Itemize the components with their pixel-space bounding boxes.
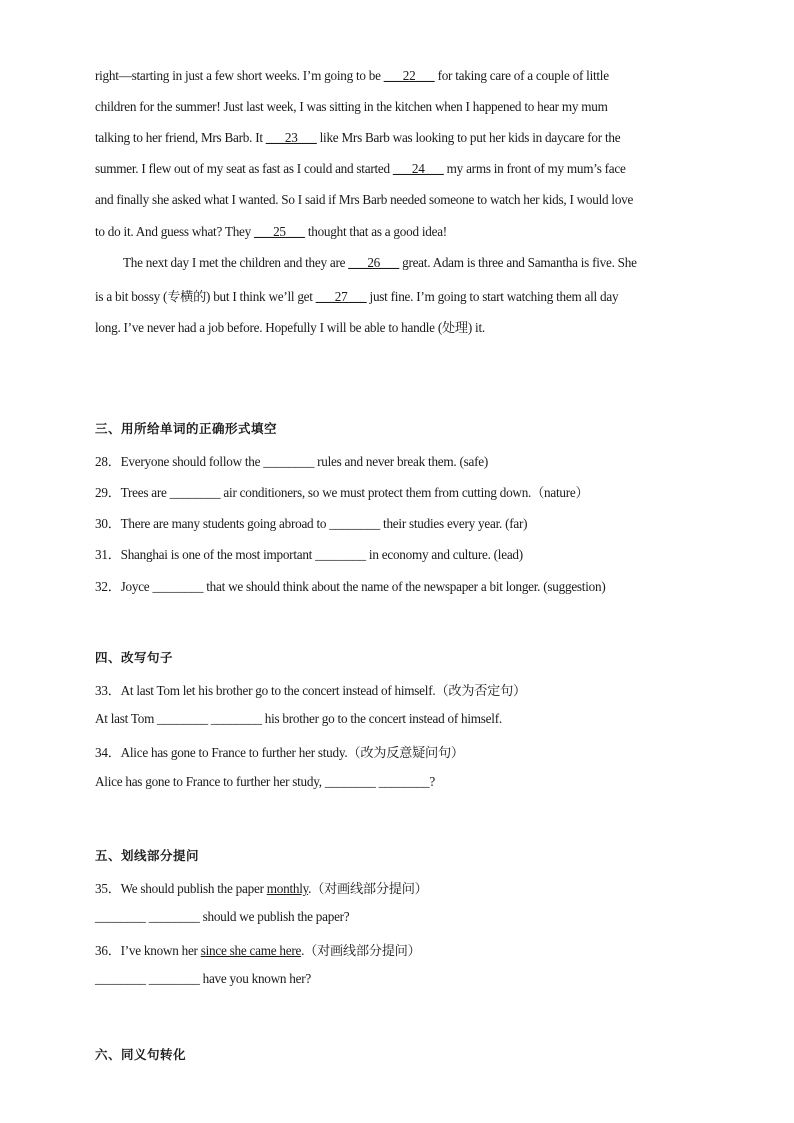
passage-text: like Mrs Barb was looking to put her kids in daycare for the [316,130,621,145]
passage-line [95,317,485,336]
question-36-suffix: .（对画线部分提问） [301,943,421,958]
question-35-underlined: monthly [266,881,309,896]
question-31: 31．Shanghai is one of the most important ________ in economy and culture. (lead) [95,547,523,562]
answer-blank[interactable]: ___22___ [383,68,435,83]
question-33: 33．At last Tom let his brother go to the concert instead of himself.（改为否定句） [95,683,526,698]
passage-line [95,192,633,208]
section-6-heading: 六、同义句转化 [95,1047,187,1062]
passage-text: The next day I met the children and they are [123,255,349,270]
question-36-answer-line: ________ ________ have you known her? [95,971,311,986]
passage-text: my arms in front of my mum’s face [443,161,626,176]
answer-blank[interactable]: ___27___ [315,289,367,304]
passage-text: to do it. And guess what? They [95,224,255,239]
passage-text: just fine. I’m going to start watching them all day [366,289,619,304]
question-36-underlined: since she came here [200,943,302,958]
question-32: 32．Joyce ________ that we should think about the name of the newspaper a bit longer. (suggestion) [95,579,606,594]
question-35-prefix: 35．We should publish the paper [95,881,267,896]
section-4-heading: 四、改写句子 [95,650,174,665]
question-36-prefix: 36．I’ve known her [95,943,201,958]
passage-line [95,68,609,84]
passage-text: and finally she asked what I wanted. So I said if Mrs Barb needed someone to watch her kids, I would love [95,192,634,207]
answer-blank[interactable]: ___25___ [254,224,305,239]
question-36 [95,940,421,959]
answer-blank[interactable]: ___26___ [348,255,400,270]
answer-blank[interactable]: ___23___ [265,130,317,145]
passage-line [95,286,618,305]
question-34: 34．Alice has gone to France to further her study.（改为反意疑问句） [95,745,464,760]
passage-line [95,161,626,177]
answer-blank[interactable]: ___24___ [392,161,444,176]
passage-line [95,99,608,115]
passage-text: for taking care of a couple of little [434,68,609,83]
passage-text: right—starting in just a few short weeks. I’m going to be [95,68,384,83]
passage-text: children for the summer! Just last week, I was sitting in the kitchen when I happened to hear my mum [95,99,608,114]
passage-text: thought that as a good idea! [304,224,447,239]
passage-line [123,255,637,271]
question-28: 28．Everyone should follow the ________ rules and never break them. (safe) [95,454,489,469]
passage-text: summer. I flew out of my seat as fast as I could and started [95,161,393,176]
question-35-answer-line: ________ ________ should we publish the paper? [95,909,350,924]
section-3-heading: 三、用所给单词的正确形式填空 [95,421,278,436]
passage-line [95,224,447,240]
passage-text: talking to her friend, Mrs Barb. It [95,130,266,145]
passage-text: great. Adam is three and Samantha is five. She [399,255,637,270]
passage-line [95,130,620,146]
question-35 [95,878,428,897]
section-5-heading: 五、划线部分提问 [95,848,200,863]
question-29: 29．Trees are ________ air conditioners, so we must protect them from cutting down.（nature） [95,485,589,500]
passage-text: is a bit bossy (专横的) but I think we’ll get [95,289,316,304]
passage-text: long. I’ve never had a job before. Hopefully I will be able to handle (处理) it. [95,320,485,335]
question-34-answer-line: Alice has gone to France to further her study, ________ ________? [95,774,435,789]
question-35-suffix: .（对画线部分提问） [308,881,428,896]
question-33-answer-line: At last Tom ________ ________ his brother go to the concert instead of himself. [95,711,502,726]
question-30: 30．There are many students going abroad to ________ their studies every year. (far) [95,516,528,531]
